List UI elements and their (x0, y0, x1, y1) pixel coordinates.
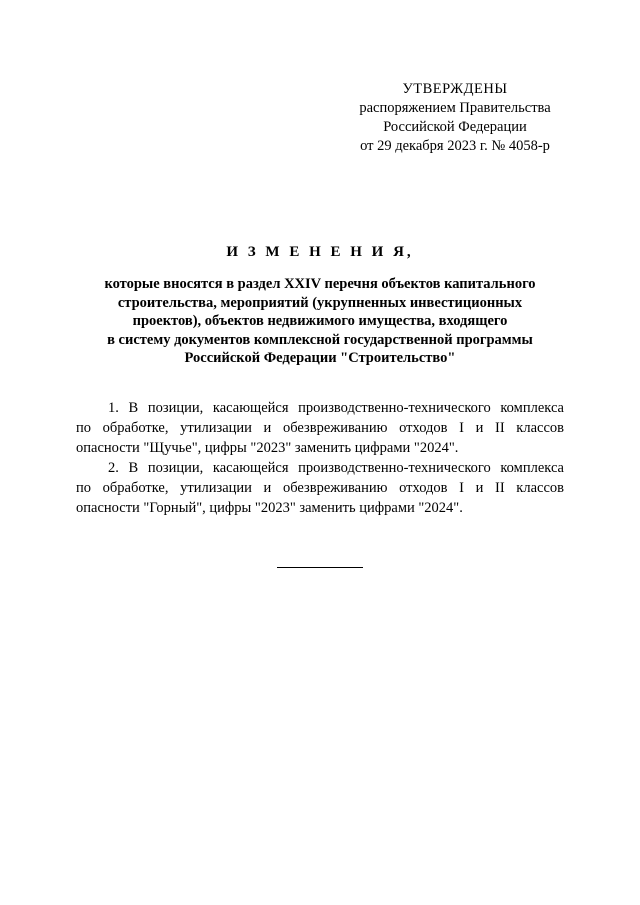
closing-divider (277, 567, 363, 568)
approval-line-issuer: распоряжением Правительства (359, 100, 551, 116)
approval-heading: УТВЕРЖДЕНЫ (402, 81, 508, 97)
title-subtitle-line: в систему документов комплексной государственной программы (107, 331, 533, 348)
approval-line-date-number: от 29 декабря 2023 г. № 4058-р (360, 138, 550, 154)
document-title (60, 244, 580, 368)
change-item-2 (76, 458, 564, 518)
title-heading: И З М Е Н Е Н И Я, (226, 244, 414, 260)
change-item-line: опасности "Горный", цифры "2023" заменить цифрами "2024". (76, 500, 463, 516)
title-subtitle-line: Российской Федерации "Строительство" (184, 350, 456, 366)
document-body (76, 398, 564, 518)
change-item-line: по обработке, утилизации и обезвреживанию отходов I и II классов (76, 480, 564, 496)
change-item-line: 1. В позиции, касающейся производственно-технического комплекса (108, 400, 564, 416)
approval-line-country: Российской Федерации (383, 119, 527, 135)
change-item-line: опасности "Щучье", цифры "2023" заменить цифрами "2024". (76, 440, 459, 456)
change-item-1 (76, 398, 564, 458)
change-item-line: по обработке, утилизации и обезвреживанию отходов I и II классов (76, 420, 564, 436)
title-subtitle-line: проектов), объектов недвижимого имущества, входящего (132, 313, 508, 329)
change-item-line: 2. В позиции, касающейся производственно-технического комплекса (108, 460, 564, 476)
title-subtitle-line: строительства, мероприятий (укрупненных инвестиционных (117, 294, 523, 311)
approval-stamp (330, 80, 580, 156)
title-subtitle-line: которые вносятся в раздел XXIV перечня объектов капитального (104, 276, 536, 292)
